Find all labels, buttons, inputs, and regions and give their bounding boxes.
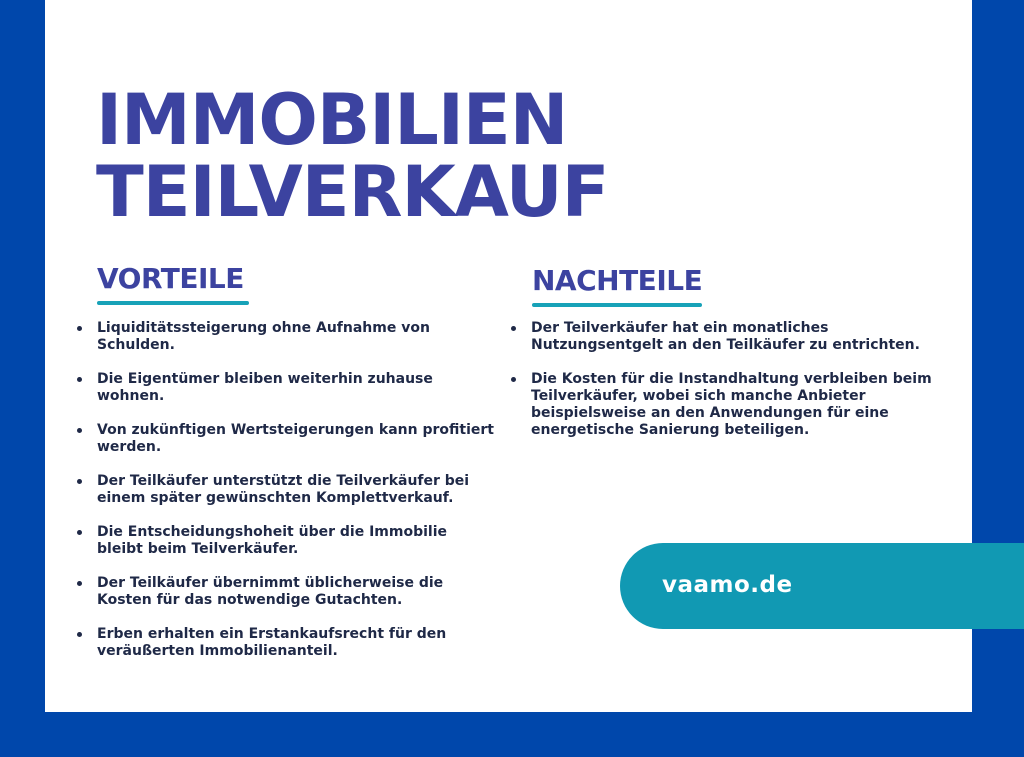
list-item-text: Der Teilkäufer unterstützt die Teilverkäufer bei einem später gewünschten Komplettverkauf. xyxy=(97,473,470,506)
bullet-icon xyxy=(77,581,82,586)
list-item xyxy=(77,320,497,354)
bullet-icon xyxy=(77,377,82,382)
nachteile-list xyxy=(511,320,956,456)
bullet-icon xyxy=(511,377,516,382)
list-item xyxy=(77,524,497,558)
list-item-text: Der Teilverkäufer hat ein monatliches Nutzungsentgelt an den Teilkäufer zu entrichten. xyxy=(531,320,920,353)
list-item xyxy=(77,626,497,660)
list-item-text: Die Kosten für die Instandhaltung verbleiben beim Teilverkäufer, wobei sich manche Anbieter beispielsweise an den Anwendungen für eine energetische Sanierung beteiligen. xyxy=(531,371,932,438)
bullet-icon xyxy=(77,428,82,433)
list-item-text: Der Teilkäufer übernimmt üblicherweise die Kosten für das notwendige Gutachten. xyxy=(97,575,444,608)
list-item-text: Erben erhalten ein Erstankaufsrecht für den veräußerten Immobilienanteil. xyxy=(97,626,447,659)
bullet-icon xyxy=(511,326,516,331)
list-item xyxy=(77,371,497,405)
vorteile-heading: VORTEILE xyxy=(97,262,249,311)
website-link[interactable]: vaamo.de xyxy=(662,572,793,598)
list-item xyxy=(511,371,956,439)
page-title xyxy=(96,79,609,233)
bullet-icon xyxy=(77,479,82,484)
list-item-text: Liquiditätssteigerung ohne Aufnahme von Schulden. xyxy=(97,320,430,353)
bullet-icon xyxy=(77,632,82,637)
title-line-1: IMMOBILIEN xyxy=(96,79,568,161)
list-item xyxy=(77,422,497,456)
website-badge[interactable] xyxy=(620,543,1024,629)
list-item-text: Die Entscheidungshoheit über die Immobilie bleibt beim Teilverkäufer. xyxy=(97,524,447,557)
list-item xyxy=(77,473,497,507)
list-item xyxy=(511,320,956,354)
nachteile-heading: NACHTEILE xyxy=(532,264,702,313)
vorteile-list xyxy=(77,320,497,677)
list-item-text: Von zukünftigen Wertsteigerungen kann profitiert werden. xyxy=(97,422,494,455)
list-item xyxy=(77,575,497,609)
bullet-icon xyxy=(77,326,82,331)
list-item-text: Die Eigentümer bleiben weiterhin zuhause wohnen. xyxy=(97,371,433,404)
title-line-2: TEILVERKAUF xyxy=(96,151,609,233)
bullet-icon xyxy=(77,530,82,535)
